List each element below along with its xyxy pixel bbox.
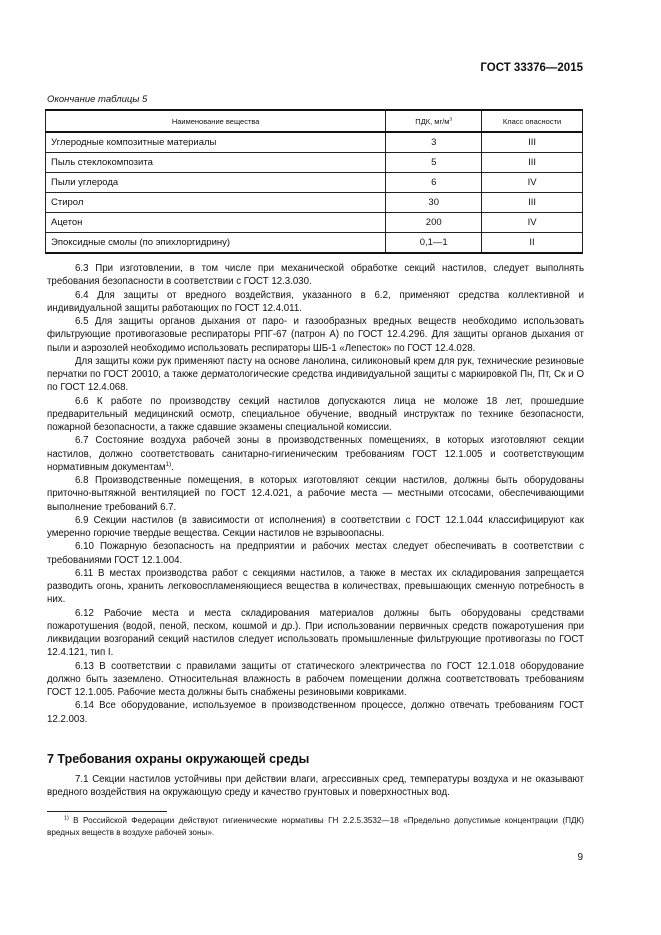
paragraph-6-5: 6.5 Для защиты органов дыхания от паро- и газообразных вредных веществ необходимо использовать фильтрующие противогазовые респираторы РПГ-67 (патрон А) по ГОСТ 12.4.296. Для защиты органов дыхания от пыли и аэрозолей необходимо использовать респираторы ШБ-1 «Лепесток» по ГОСТ 12.4.028. — [47, 316, 584, 354]
header-mac-exponent: 3 — [449, 117, 453, 122]
paragraph-6-9: 6.9 Секции настилов (в зависимости от исполнения) в соответствии с ГОСТ 12.1.044 классифицируют как умеренно горючие твердые вещества. Секции настилов не взрывоопасны. — [47, 514, 584, 539]
cell-substance: Эпоксидные смолы (по эпихлоргидрину) — [46, 233, 386, 254]
cell-substance: Ацетон — [46, 213, 386, 233]
paragraph-6-13: 6.13 В соответствии с правилами защиты от статического электричества по ГОСТ 12.1.018 оборудование должно быть заземлено. Относительная влажность в рабочем помещении должна соответствовать требованиям ГОСТ 12.1.005. Рабочие места должны быть снабжены резиновыми ковриками. — [47, 660, 584, 698]
table-header-row — [46, 110, 583, 132]
table-row — [46, 193, 583, 213]
cell-mac: 3 — [386, 132, 482, 153]
section6-body — [47, 262, 584, 726]
paragraph-skin-protection: Для защиты кожи рук применяют пасту на основе ланолина, силиконовый крем для рук, технические резиновые перчатки по ГОСТ 20010, а также дерматологические средства индивидуальной защиты с маркировкой Пн, Пт, Ск и О по ГОСТ 12.4.068. — [47, 355, 584, 394]
cell-hazard-class: III — [482, 153, 583, 173]
cell-substance: Стирол — [46, 193, 386, 213]
cell-hazard-class: II — [482, 233, 583, 254]
cell-mac: 5 — [386, 153, 482, 173]
table-row — [46, 213, 583, 233]
cell-hazard-class: IV — [482, 173, 583, 193]
header-mac — [386, 110, 482, 132]
cell-hazard-class: III — [482, 193, 583, 213]
header-hazard-class: Класс опасности — [482, 110, 583, 132]
page-number: 9 — [577, 852, 583, 863]
paragraph-6-7-text: 6.7 Состояние воздуха рабочей зоны в производственных помещениях, в которых изготовляют секции настилов, должно соответствовать санитарно-гигиеническим требованиям ГОСТ 12.1.005 и соответствующим нормативным документам — [47, 435, 584, 473]
paragraph-6-7-tail: . — [171, 461, 174, 473]
paragraph-6-4: 6.4 Для защиты от вредного воздействия, указанного в 6.2, применяют средства коллективной и индивидуальной защиты работающих по ГОСТ 12.4.011. — [47, 289, 584, 314]
footnote-paragraph — [47, 815, 584, 838]
table-row — [46, 132, 583, 153]
footnote-reference[interactable]: 1) — [165, 460, 172, 468]
paragraph-6-10: 6.10 Пожарную безопасность на предприятии и рабочих местах следует обеспечивать в соответствии с требованиями ГОСТ 12.1.004. — [47, 541, 584, 566]
paragraph-6-3: 6.3 При изготовлении, в том числе при механической обработке секций настилов, следует выполнять требования безопасности в соответствии с ГОСТ 12.3.030. — [47, 263, 584, 288]
section7-body — [47, 773, 584, 800]
paragraph-6-6: 6.6 К работе по производству секций настилов допускаются лица не моложе 18 лет, прошедшие предварительный медицинский осмотр, специальное обучение, вводный инструктаж по технике безопасности, пожарной безопасности, а также сдавшие экзамены специальной комиссии. — [47, 395, 584, 433]
paragraph-7-1: 7.1 Секции настилов устойчивы при действии влаги, агрессивных сред, температуры воздуха и не оказывают вредного воздействия на окружающую среду и качество грунтовых и поверхностных вод. — [47, 774, 584, 799]
cell-mac: 30 — [386, 193, 482, 213]
footnote-text: В Российской Федерации действуют гигиенические нормативы ГН 2.2.5.3532—18 «Предельно допустимые концентрации (ПДК) вредных веществ в воздухе рабочей зоны». — [47, 816, 584, 837]
cell-substance: Пыль стеклокомпозита — [46, 153, 386, 173]
paragraph-6-14: 6.14 Все оборудование, используемое в производственном процессе, должно отвечать требованиям ГОСТ 12.2.003. — [47, 700, 584, 725]
footnote-divider — [47, 811, 167, 812]
cell-mac: 6 — [386, 173, 482, 193]
paragraph-6-12: 6.12 Рабочие места и места складирования материалов должны быть оборудованы средствами пожаротушения (водой, пеной, песком, кошмой и др.). При использовании первичных средств пожаротушения при ликвидации возгораний секций настилов следует использовать промышленные фильтрующие противогазы по ГОСТ 12.4.121, тип I. — [47, 607, 584, 659]
section-7-heading: 7 Требования охраны окружающей среды — [47, 752, 310, 766]
paragraph-6-11: 6.11 В местах производства работ с секциями настилов, а также в местах их складирования запрещается разводить огонь, хранить легковоспламеняющиеся вещества в количествах, превышающих сменную потребность в них. — [47, 567, 584, 606]
cell-mac: 0,1—1 — [386, 233, 482, 254]
cell-hazard-class: IV — [482, 213, 583, 233]
footnote — [47, 815, 584, 838]
header-mac-label: ПДК, мг/м — [415, 116, 450, 126]
cell-mac: 200 — [386, 213, 482, 233]
cell-substance: Пыли углерода — [46, 173, 386, 193]
table-row — [46, 173, 583, 193]
paragraph-6-8: 6.8 Производственные помещения, в которых изготовляют секции настилов, должны быть оборудованы приточно-вытяжной вентиляцией по ГОСТ 12.4.021, а рабочие места — местными отсосами, обеспечивающими выполнение требований 6.7. — [47, 475, 584, 513]
table-row — [46, 233, 583, 254]
paragraph-6-7 — [47, 434, 584, 474]
table-row — [46, 153, 583, 173]
header-substance-name: Наименование вещества — [46, 110, 386, 132]
document-code: ГОСТ 33376—2015 — [480, 62, 583, 74]
cell-hazard-class: III — [482, 132, 583, 153]
substances-table — [45, 109, 583, 254]
cell-substance: Углеродные композитные материалы — [46, 132, 386, 153]
footnote-mark: 1) — [64, 815, 69, 822]
table-caption: Окончание таблицы 5 — [47, 94, 148, 105]
